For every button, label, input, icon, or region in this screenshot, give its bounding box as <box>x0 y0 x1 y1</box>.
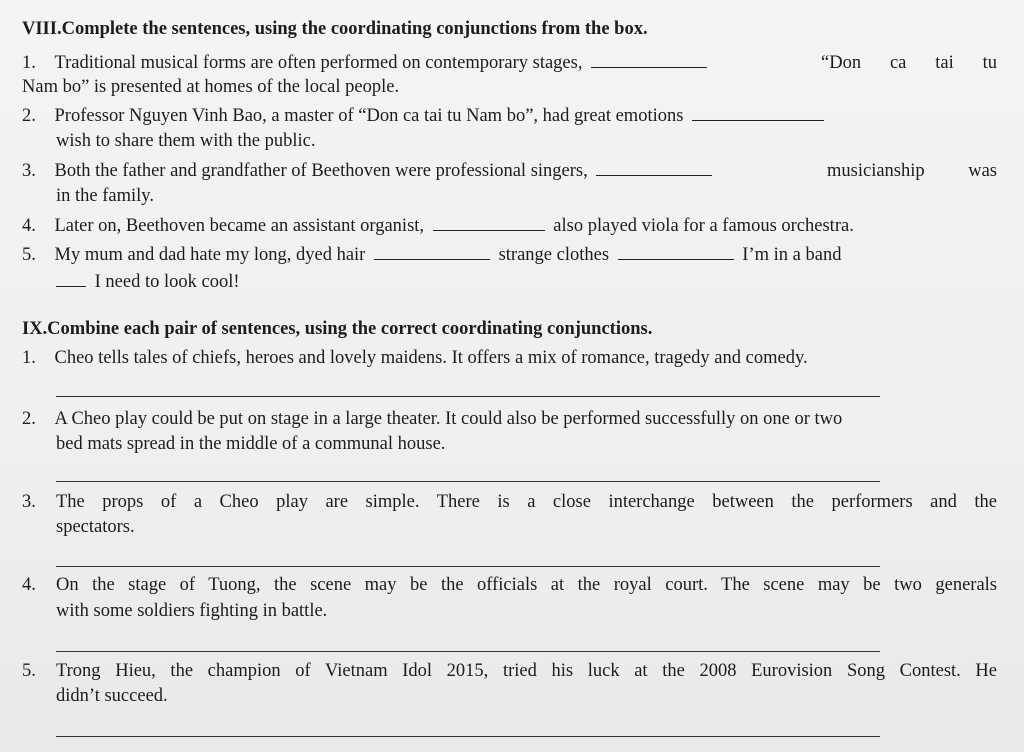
item-text: strange clothes <box>498 245 610 265</box>
s8-item-2 <box>22 105 828 127</box>
item-text: A Cheo play could be put on stage in a large theater. It could also be performed successfully on one or two <box>54 409 843 429</box>
item-text: Cheo tells tales of chiefs, heroes and lovely maidens. It offers a mix of romance, tragedy and comedy. <box>54 348 808 368</box>
item-tail <box>827 160 997 182</box>
s9-item-5 <box>22 660 997 682</box>
answer-blank[interactable] <box>596 161 712 176</box>
s9-item-4-cont: with some soldiers fighting in battle. <box>56 601 328 621</box>
answer-blank[interactable] <box>56 272 86 287</box>
item-number: 3. <box>22 492 36 512</box>
word: tu <box>982 53 997 73</box>
item-number: 2. <box>22 409 36 429</box>
word: ca <box>889 53 907 73</box>
item-number: 1. <box>22 53 36 73</box>
item-text: My mum and dad hate my long, dyed hair <box>54 245 366 265</box>
s9-item-2-cont: bed mats spread in the middle of a communal house. <box>56 434 446 454</box>
s8-item-4 <box>22 215 854 237</box>
word: was <box>968 161 997 181</box>
item-number: 3. <box>22 161 36 181</box>
item-text: Professor Nguyen Vinh Bao, a master of “Don ca tai tu Nam bo”, had great emotions <box>54 106 684 126</box>
s9-item-3-cont: spectators. <box>56 517 135 537</box>
item-text: On the stage of Tuong, the scene may be the officials at the royal court. The scene may be two generals <box>56 575 997 595</box>
s9-item-1 <box>22 347 808 369</box>
answer-line[interactable] <box>56 481 880 482</box>
answer-blank[interactable] <box>433 216 545 231</box>
s8-item-1 <box>22 52 997 74</box>
section-9-heading: IX.Combine each pair of sentences, using the correct coordinating conjunctions. <box>22 319 653 339</box>
s8-item-2-cont: wish to share them with the public. <box>56 131 316 151</box>
s8-item-3 <box>22 160 997 182</box>
answer-line[interactable] <box>56 566 880 567</box>
item-number: 1. <box>22 348 36 368</box>
item-number: 2. <box>22 106 36 126</box>
s9-item-3 <box>22 491 997 513</box>
s9-item-5-cont: didn’t succeed. <box>56 686 168 706</box>
answer-blank[interactable] <box>374 245 490 260</box>
answer-line[interactable] <box>56 396 880 397</box>
item-number: 5. <box>22 245 36 265</box>
section-8-heading: VIII.Complete the sentences, using the coordinating conjunctions from the box. <box>22 19 648 39</box>
answer-line[interactable] <box>56 736 880 737</box>
item-tail <box>821 52 997 74</box>
answer-blank[interactable] <box>692 106 824 121</box>
item-text: Later on, Beethoven became an assistant organist, <box>54 216 425 236</box>
s8-item-5-cont <box>56 271 240 293</box>
item-number: 4. <box>22 216 36 236</box>
item-text: Both the father and grandfather of Beethoven were professional singers, <box>54 161 588 181</box>
s8-item-5 <box>22 244 841 266</box>
answer-line[interactable] <box>56 651 880 652</box>
s9-item-2 <box>22 408 842 430</box>
item-text: The props of a Cheo play are simple. There is a close interchange between the performers and the <box>56 492 997 512</box>
word: musicianship <box>827 161 925 181</box>
answer-blank[interactable] <box>618 245 734 260</box>
item-text: I need to look cool! <box>94 272 240 292</box>
item-text: Traditional musical forms are often performed on contemporary stages, <box>54 53 583 73</box>
item-number: 4. <box>22 575 36 595</box>
item-text: also played viola for a famous orchestra. <box>553 216 854 236</box>
word: tai <box>935 53 954 73</box>
item-text: I’m in a band <box>742 245 842 265</box>
s9-item-4 <box>22 574 997 596</box>
s8-item-3-cont: in the family. <box>56 186 154 206</box>
item-number: 5. <box>22 661 36 681</box>
item-text: Trong Hieu, the champion of Vietnam Idol 2015, tried his luck at the 2008 Eurovision Song Contest. He <box>56 661 997 681</box>
answer-blank[interactable] <box>591 53 707 68</box>
word: “Don <box>821 53 862 73</box>
s8-item-1-cont: Nam bo” is presented at homes of the local people. <box>22 77 400 97</box>
